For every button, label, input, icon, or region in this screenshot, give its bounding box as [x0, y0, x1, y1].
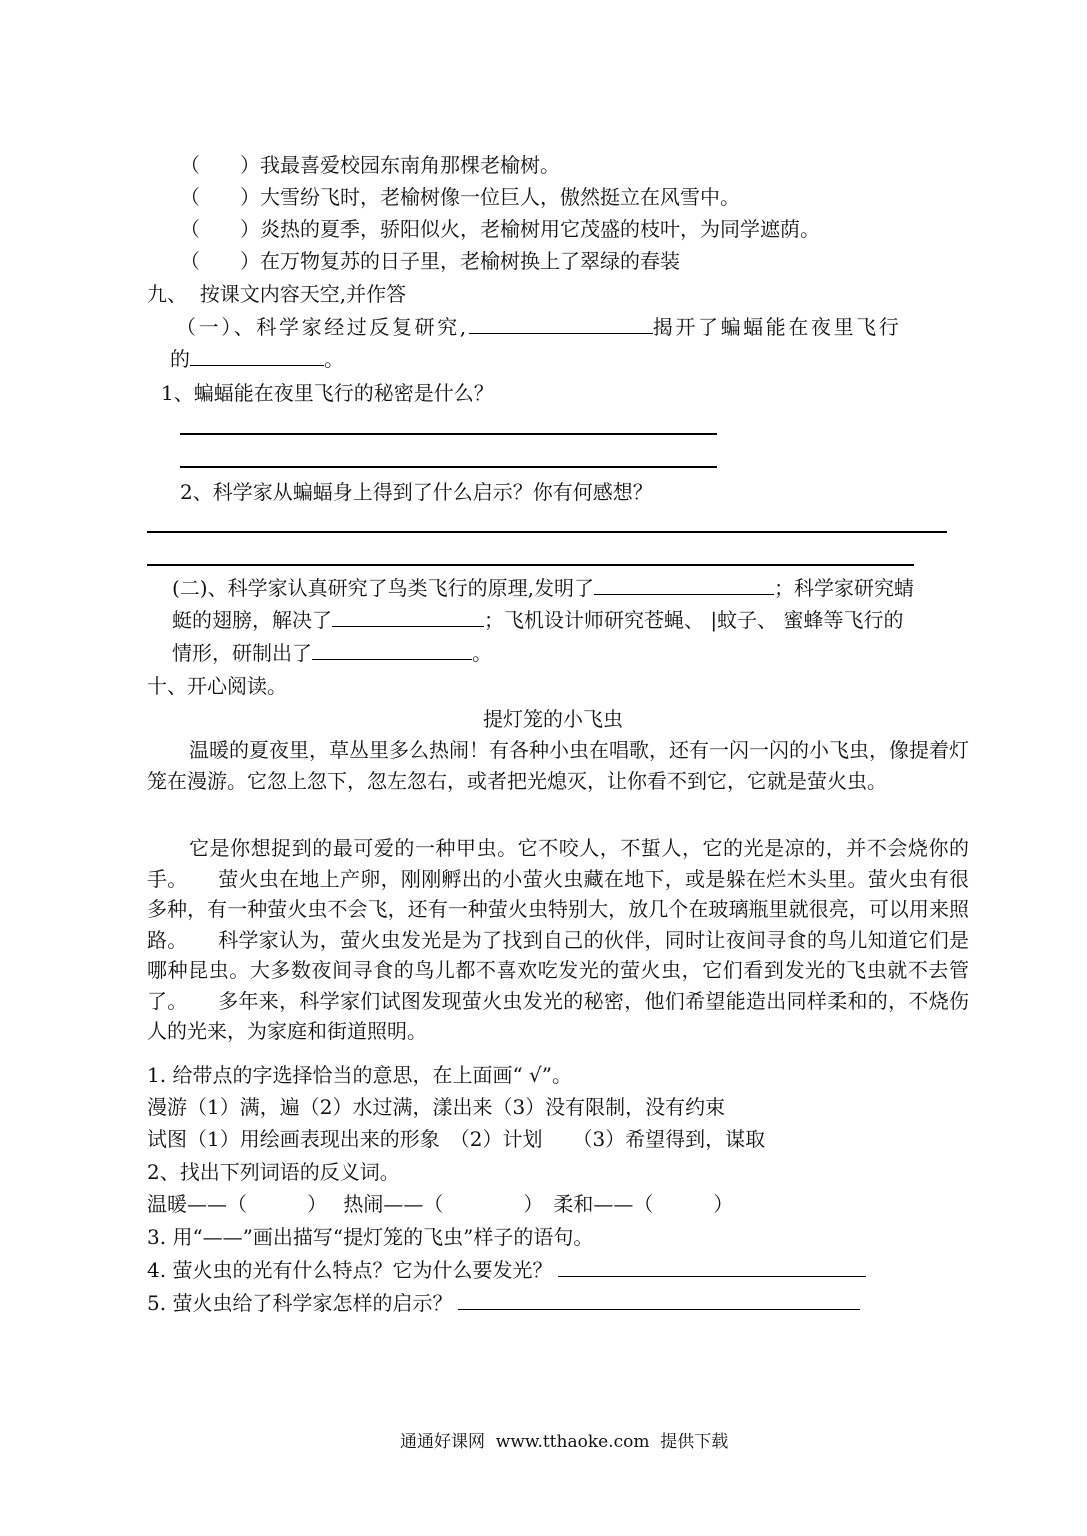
q8-item-2: （ ）大雪纷飞时，老榆树像一位巨人，傲然挺立在风雪中。 — [180, 185, 740, 209]
answer-blank[interactable] — [458, 1291, 860, 1310]
q9-question-1: 1、蝙蝠能在夜里飞行的秘密是什么？ — [161, 381, 494, 405]
q9-blank-2[interactable] — [190, 347, 324, 366]
sub-question-1-option-b: 试图（1）用绘画表现出来的形象 （2）计划 （3）希望得到，谋取 — [147, 1127, 766, 1151]
q10-heading: 十、开心阅读。 — [147, 674, 287, 698]
q9-part2-line2: 蜓的翅膀，解决了 ；飞机设计师研究苍蝇、 |蚊子、 蜜蜂等飞行的 — [172, 608, 904, 632]
q8-item-3: （ ）炎热的夏季，骄阳似火，老榆树用它茂盛的枝叶，为同学遮荫。 — [180, 217, 820, 241]
sub-question-1: 1. 给带点的字选择恰当的意思，在上面画“ √”。 — [147, 1063, 572, 1087]
q9-question-2: 2、科学家从蝙蝠身上得到了什么启示？你有何感想？ — [180, 480, 653, 504]
q9-blank-1[interactable] — [469, 315, 653, 334]
q9-blank-5[interactable] — [312, 641, 472, 660]
q9-part1-line2: 的 。 — [170, 347, 344, 371]
reading-paragraph-1: 温暖的夏夜里，草丛里多么热闹！有各种小虫在唱歌，还有一闪一闪的小飞虫，像提着灯笼在漫游。它忽上忽下，忽左忽右，或者把光熄灭，让你看不到它，它就是萤火虫。 — [147, 738, 969, 793]
q9-part1-line1: （一）、科学家经过反复研究, 揭开了蝙蝠能在夜里飞行 — [176, 315, 902, 339]
q9-blank-4[interactable] — [332, 608, 484, 627]
q8-item-4: （ ）在万物复苏的日子里，老榆树换上了翠绿的春装 — [180, 249, 680, 273]
q9-heading: 九、 按课文内容天空,并作答 — [147, 282, 407, 306]
q9-blank-3[interactable] — [594, 576, 774, 595]
answer-blank[interactable] — [558, 1258, 866, 1277]
answer-line[interactable] — [147, 564, 914, 566]
answer-line[interactable] — [180, 466, 717, 468]
sub-question-3: 3. 用“——”画出描写“提灯笼的飞虫”样子的语句。 — [147, 1225, 594, 1249]
page-footer: 通通好课网 www.tthaoke.com 提供下载 — [400, 1432, 729, 1452]
q9-part2-line3: 情形，研制出了 。 — [172, 641, 492, 665]
answer-line[interactable] — [180, 433, 717, 435]
reading-title: 提灯笼的小飞虫 — [483, 707, 623, 731]
sub-question-4: 4. 萤火虫的光有什么特点？它为什么要发光？ — [147, 1255, 866, 1285]
q8-item-1: （ ）我最喜爱校园东南角那棵老榆树。 — [180, 153, 560, 177]
sub-question-1-option-a: 漫游（1）满，遍（2）水过满，漾出来（3）没有限制，没有约束 — [147, 1095, 726, 1119]
reading-paragraph-2: 它是你想捉到的最可爱的一种甲虫。它不咬人，不蜇人，它的光是凉的，并不会烧你的手。 萤火虫在地上产卵，刚刚孵出的小萤火虫藏在地下，或是躲在烂木头里。萤火虫有很多种，有一种萤火虫不会飞，还有一种萤火虫特别大，放几个在玻璃瓶里就很亮，可以用来照路。 科学家认为，萤火虫发光是为了找到自己的伙伴，同时让夜间寻食的鸟儿知道它们是哪种昆虫。大多数夜间寻食的鸟儿都不喜欢吃发光的萤火虫，它们看到发光的飞虫就不去管了。 多年来，科学家们试图发现萤火虫发光的秘密，他们希望能造出同样柔和的，不烧伤人的光来，为家庭和街道照明。 — [147, 836, 969, 1043]
answer-line[interactable] — [147, 531, 947, 533]
q9-part2-line1: (二)、科学家认真研究了鸟类飞行的原理,发明了 ；科学家研究蜻 — [172, 576, 914, 600]
sub-question-2: 2、找出下列词语的反义词。 — [147, 1160, 400, 1184]
sub-question-2-words: 温暖——（ ） 热闹——（ ） 柔和——（ ） — [147, 1192, 734, 1216]
sub-question-5: 5. 萤火虫给了科学家怎样的启示？ — [147, 1288, 860, 1318]
